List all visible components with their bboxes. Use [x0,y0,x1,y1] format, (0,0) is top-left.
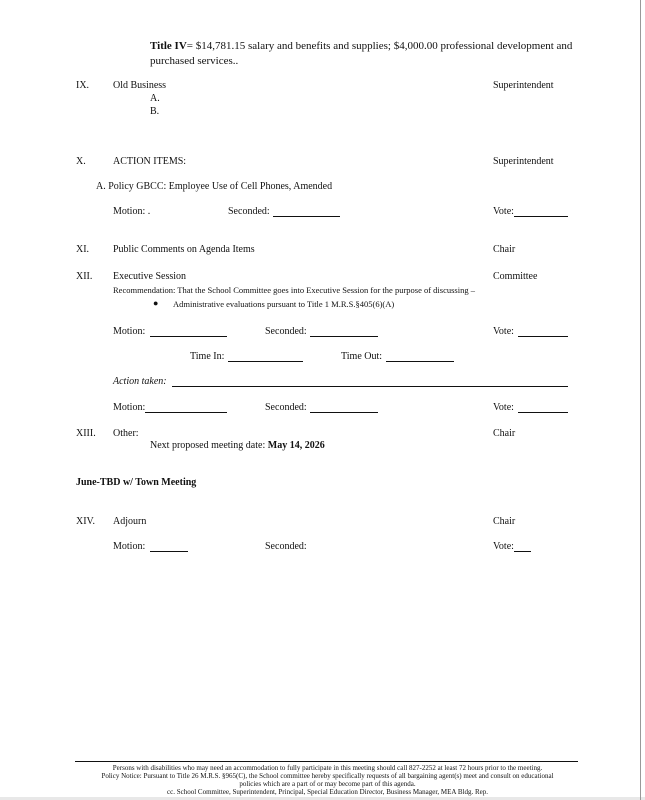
next-meeting-date: May 14, 2026 [267,440,325,451]
item-xii-seconded: Seconded: [265,326,307,337]
item-xiii-number: XIII. [76,428,96,439]
item-xii-motion2: Motion: [113,402,146,413]
item-xii-vote2: Vote: [493,402,514,413]
seconded-blank[interactable] [310,336,378,337]
item-xii-title: Executive Session [113,271,187,282]
item-xii-motion: Motion: [113,326,146,337]
item-xiv-number: XIV. [76,516,95,527]
seconded-blank[interactable] [310,412,378,413]
item-xii-time-out: Time Out: [341,351,383,362]
title-iv-label: Title IV [150,40,187,52]
item-x-motion: Motion: . [113,206,151,217]
footer-policy-notice: Policy Notice: Pursuant to Title 26 M.R.S. §965(C), the School committee hereby specifically requests of all bargaining agent(s) meet and consult on educational [101,772,554,780]
next-meeting-label: Next proposed meeting date: [150,440,268,451]
item-xiv-presenter: Chair [493,516,516,527]
footer-policy-notice-cont: policies which are a part of or may become part of this agenda. [239,780,416,788]
item-xi-number: XI. [76,244,90,255]
footer-cc: cc. School Committee, Superintendent, Principal, Special Education Director, Business Manager, MEA Bldg. Rep. [167,788,488,796]
item-x-vote: Vote: [493,206,514,217]
item-xiv-title: Adjourn [113,516,147,527]
june-note: June-TBD w/ Town Meeting [76,477,197,488]
item-xiv-vote: Vote: [493,541,514,552]
item-xi-presenter: Chair [493,244,516,255]
item-xii-bullet: Administrative evaluations pursuant to Title 1 M.R.S.§405(6)(A) [173,299,395,309]
vote-blank[interactable] [514,216,568,217]
item-xii-number: XII. [76,271,93,282]
item-ix-title: Old Business [113,80,167,91]
item-ix-presenter: Superintendent [493,80,554,91]
motion-blank[interactable] [145,412,227,413]
item-xiv-motion: Motion: [113,541,146,552]
footer-accommodation: Persons with disabilities who may need an accommodation to fully participate in this meeting should call 827-2252 at least 72 hours prior to the meeting. [112,764,543,772]
item-ix-number: IX. [76,80,90,91]
item-xi-title: Public Comments on Agenda Items [113,244,255,255]
item-x-number: X. [76,156,86,167]
item-xii-presenter: Committee [493,271,538,282]
motion-blank[interactable] [150,336,227,337]
item-x-seconded: Seconded: [228,206,270,217]
item-xiv-seconded: Seconded: [265,541,307,552]
item-xii-action-taken: Action taken: [113,376,167,387]
item-ix-sub-b: B. [150,106,160,117]
item-xii-vote: Vote: [493,326,514,337]
title-iv-text-cont: purchased services.. [150,55,239,67]
vote-blank[interactable] [518,336,568,337]
vote-blank[interactable] [514,551,531,552]
title-iv-text: = $14,781.15 salary and benefits and supplies; $4,000.00 professional development and [186,40,573,52]
item-xiii-title: Other: [113,428,139,439]
item-xii-recommendation: Recommendation: That the School Committee goes into Executive Session for the purpose of discussing – [113,285,475,295]
item-x-title: ACTION ITEMS: [113,156,187,167]
seconded-blank[interactable] [273,216,340,217]
item-xiii-presenter: Chair [493,428,516,439]
item-ix-sub-a: A. [150,93,160,104]
next-meeting-line [150,440,325,452]
item-x-presenter: Superintendent [493,156,554,167]
vote-blank[interactable] [518,412,568,413]
title-iv-line [150,40,572,52]
page-right-edge [640,0,641,800]
motion-blank[interactable] [150,551,188,552]
action-taken-blank[interactable] [172,386,568,387]
bullet-icon: ● [153,298,159,308]
item-xii-seconded2: Seconded: [265,402,307,413]
time-out-blank[interactable] [386,361,454,362]
time-in-blank[interactable] [228,361,303,362]
item-x-sub-a: A. Policy GBCC: Employee Use of Cell Phones, Amended [96,181,333,192]
footer-divider [75,761,578,762]
item-xii-time-in: Time In: [190,351,225,362]
